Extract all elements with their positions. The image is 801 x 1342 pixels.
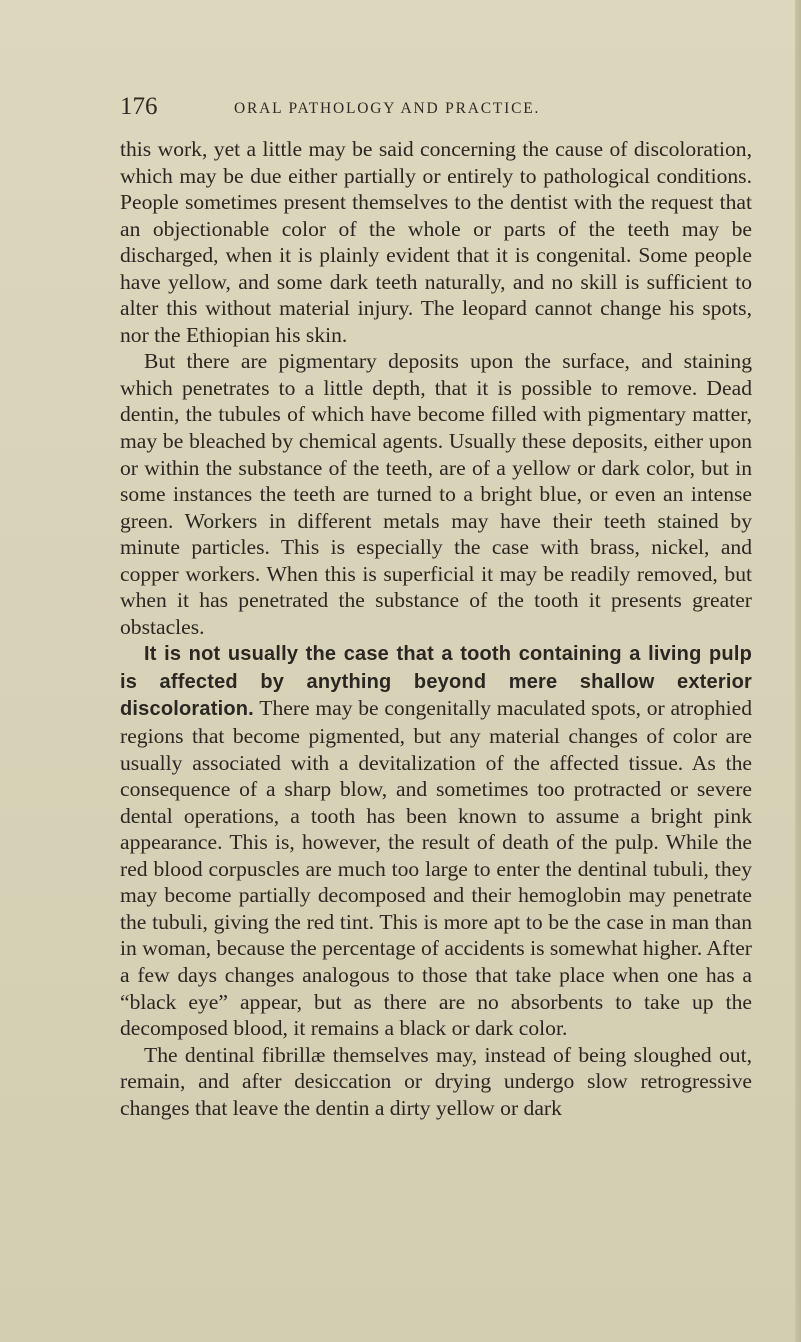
page-header [120, 92, 740, 122]
emphasized-sentence: It is not usually the case that a tooth containing a living pulp is affected by anything beyond mere shallow exterior discoloration. [120, 643, 752, 721]
paragraph-dentinal-fibrillae: The dentinal fibrillæ themselves may, instead of being sloughed out, remain, and after desiccation or drying undergo slow retrogressive changes that leave the dentin a dirty yellow or dark [120, 1042, 752, 1120]
running-head: ORAL PATHOLOGY AND PRACTICE. [234, 100, 541, 117]
paragraph-living-pulp-text: There may be congenitally maculated spots, or atrophied regions that become pigmented, but any material changes of color are usually associated with a devitalization of the affected tissue. As the consequence of a sharp blow, and sometimes too protracted or severe dental operations, a tooth has been known to assume a bright pink appearance. This is, however, the result of death of the pulp. While the red blood corpuscles are much too large to enter the dentinal tubuli, they may become partially decomposed and their hemoglobin may penetrate the tubuli, giving the red tint. This is more apt to be the case in man than in woman, because the percentage of accidents is somewhat higher. After a few days changes analogous to those that take place when one has a “black eye” appear, but as there are no absorbents to take up the decomposed blood, it remains a black or dark color. [120, 696, 752, 1041]
page-edge-shadow [795, 0, 801, 1342]
paragraph-continuation: this work, yet a little may be said concerning the cause of discoloration, which may be due either partially or entirely to pathological conditions. People sometimes present themselves to the dentist with the request that an objectionable color of the whole or parts of the teeth may be discharged, when it is plainly evident that it is congenital. Some people have yellow, and some dark teeth naturally, and no skill is sufficient to alter this without material injury. The leopard cannot change his spots, nor the Ethiopian his skin. [120, 137, 752, 347]
paragraph-living-pulp [120, 640, 752, 1041]
body-text [120, 136, 752, 1121]
page-number: 176 [120, 93, 158, 120]
paragraph-pigmentary-deposits: But there are pigmentary deposits upon the surface, and staining which penetrates to a little depth, that it is possible to remove. Dead dentin, the tubules of which have become filled with pigmentary matter, may be bleached by chemical agents. Usually these deposits, either upon or within the substance of the teeth, are of a yellow or dark color, but in some instances the teeth are turned to a bright blue, or even an intense green. Workers in different metals may have their teeth stained by minute particles. This is especially the case with brass, nickel, and copper workers. When this is superficial it may be readily removed, but when it has penetrated the substance of the tooth it presents greater obstacles. [120, 349, 752, 639]
